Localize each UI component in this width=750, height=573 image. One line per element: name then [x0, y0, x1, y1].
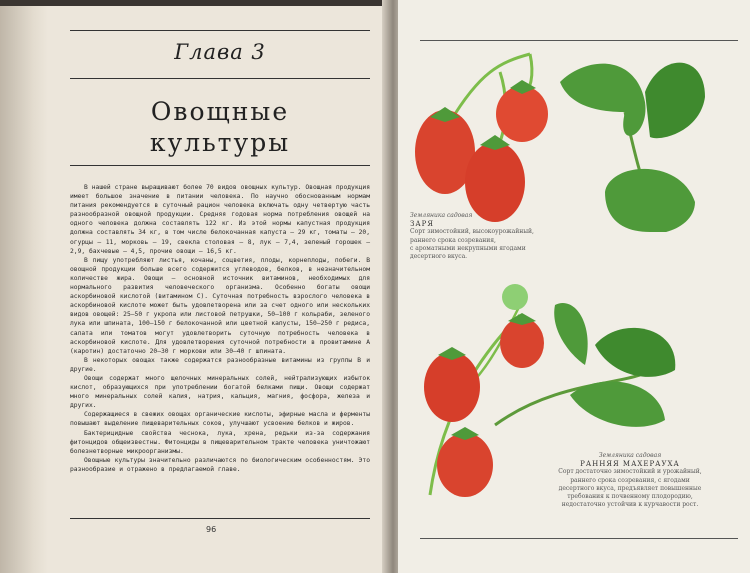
paragraph: Овощные культуры значительно различаются по биологическим особенностям. Это разнообразие и отражено в предлагаемой главе.: [70, 456, 370, 473]
paragraph: В пищу употребляют листья, кочаны, соцветия, плоды, корнеплоды, побеги. В овощной продукции больше всего содержится углеводов, белков, в незначительном количестве жира. Овощи — основной источник витаминов, необходимых для нормального развития человеческого организма. Особенно богаты овощи аскорбиновой кислотой (витамином С). Суточная потребность взрослого человека в аскорбиновой кислоте может быть удовлетворена или за счет одного или нескольких видов овощей: 25—50 г укропа или листовой петрушки, 50—100 г кольраби, зеленого лука или шпината, 100—150 г белокочанной или цветной капусты, 150—250 г редиса, салата или томатов могут удовлетворить суточную потребность человека в аскорбиновой кислоте. Для удовлетворения суточной потребности в провитамине А (каротин) достаточно 20—30 г моркови или 30—40 г шпината.: [70, 256, 370, 355]
caption-makherauha: [525, 452, 735, 509]
caption-line: с ароматными некрупными ягодами: [410, 244, 526, 252]
caption-variety-name: РАННЯЯ МАХЕРАУХА: [580, 460, 680, 469]
caption-variety-name: ЗАРЯ: [410, 220, 435, 229]
paragraph: В некоторых овощах также содержатся разнообразные витамины из группы В и другие.: [70, 356, 370, 373]
chapter-body: [70, 183, 370, 474]
title-line-1: Овощные: [150, 97, 290, 126]
page-number: 96: [206, 525, 217, 534]
caption-line: требования к почвенному плодородию,: [567, 493, 693, 501]
caption-kind: Земляника садовая: [410, 212, 473, 219]
top-rule: [70, 30, 370, 31]
caption-line: Сорт достаточно зимостойкий и урожайный,: [558, 468, 702, 476]
paragraph: Овощи содержат много щелочных минеральных солей, нейтрализующих избыток кислот, образующихся при употреблении богатой белками пищи. Овощи содержат много минеральных солей калия, натрия, кальция, магния, фосфора, железа и других.: [70, 374, 370, 410]
caption-line: недостаточно устойчив к курчавости рост.: [561, 501, 699, 509]
title-line-2: культуры: [149, 128, 291, 157]
title-rule: [70, 165, 370, 166]
caption-line: десертного вкуса, предъявляет повышенные: [558, 484, 702, 492]
caption-kind: Земляника садовая: [598, 452, 662, 459]
caption-line: десертного вкуса.: [410, 253, 468, 261]
paragraph: Содержащиеся в свежих овощах органические кислоты, эфирные масла и ферменты повышают выделение пищеварительных соков, улучшают усвоение белков и жиров.: [70, 411, 370, 428]
page-title: [70, 96, 370, 158]
paragraph: Бактерицидные свойства чеснока, лука, хрена, редьки из-за содержания фитонцидов общеизвестны. Фитонциды в пищеварительном тракте человека уничтожают болезнетворные микроорганизмы.: [70, 429, 370, 455]
strawberry-illustration-zarya: [410, 42, 710, 232]
caption-line: Сорт зимостойкий, высокоурожайный,: [410, 228, 534, 236]
right-top-rule: [420, 40, 738, 41]
right-bottom-rule: [420, 538, 738, 539]
chapter-rule: [70, 78, 370, 79]
caption-zarya: [410, 212, 560, 261]
caption-line: раннего срока созревания,: [410, 236, 496, 244]
page-edge: [0, 6, 48, 573]
chapter-heading: Глава 3: [174, 40, 266, 64]
paragraph: В нашей стране выращивают более 70 видов овощных культур. Овощная продукция имеет большое значение в питании человека. По научно обоснованным нормам питания рекомендуется в суточный рацион человека включать одну четвертую часть разнообразной овощной продукции. Средняя годовая норма потребления овощей на одного человека должна составлять 122 кг. Из этой нормы капустная продукция должна составлять 34 кг, в том числе белокочанная капуста — 29 кг, томаты — 20, огурцы — 11, морковь — 19, свекла столовая — 8, лук — 7,4, зеленый горошек — 2,9, бахчевые — 4,5, прочие овощи — 16,5 кг.: [70, 184, 370, 255]
bottom-rule: [70, 518, 370, 519]
caption-line: раннего срока созревания, с ягодами: [570, 476, 690, 484]
